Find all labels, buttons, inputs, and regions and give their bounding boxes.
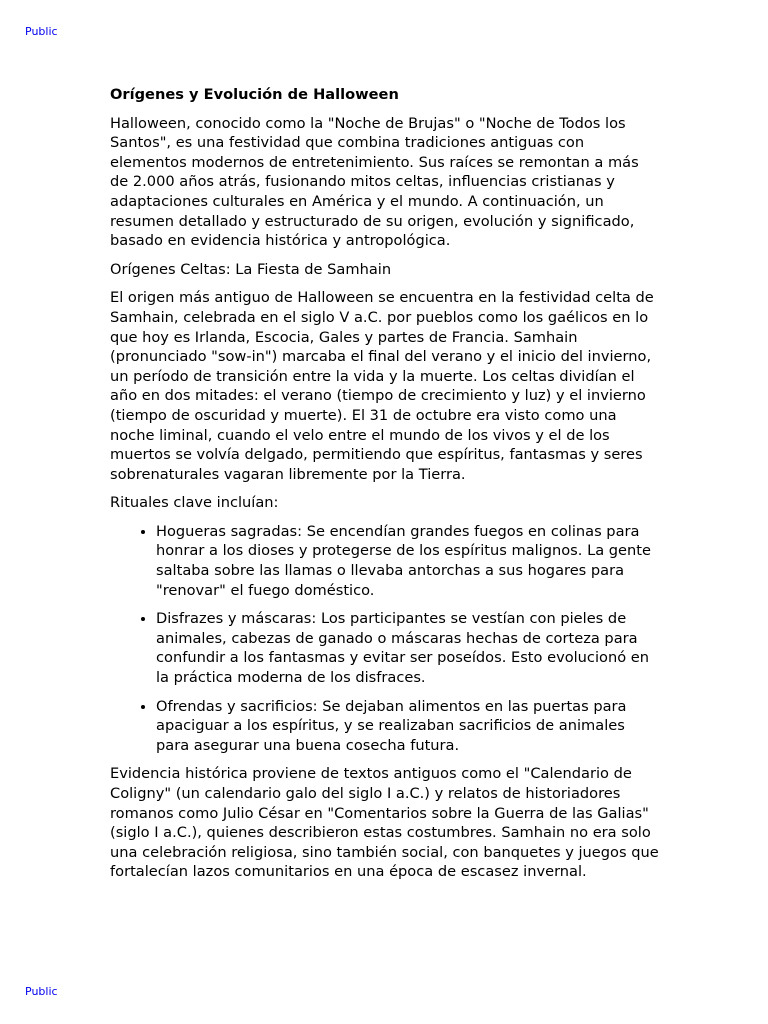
- intro-paragraph: Halloween, conocido como la "Noche de Brujas" o "Noche de Todos los Santos", es una festividad que combina tradiciones antiguas con elementos modernos de entretenimiento. Sus raíces se remontan a más de 2.000 años atrás, fusionando mitos celtas, influencias cristianas y adaptaciones culturales en América y el mundo. A continuación, un resumen detallado y estructurado de su origen, evolución y significado, basado en evidencia histórica y antropológica.: [110, 114, 639, 250]
- section-heading: Orígenes Celtas: La Fiesta de Samhain: [110, 260, 392, 278]
- ritual-item-bonfires: • Hogueras sagradas: Se encendían grandes fuegos en colinas para honrar a los dioses y protegerse de los espíritus malignos. La gente saltaba sobre las llamas o llevaba antorchas a sus hogares para "renovar" el fuego doméstico.: [156, 522, 660, 600]
- samhain-paragraph: El origen más antiguo de Halloween se encuentra en la festividad celta de Samhain, celebrada en el siglo V a.C. por pueblos como los gaélicos en lo que hoy es Irlanda, Escocia, Gales y partes de Francia. Samhain (pronunciado "sow-in") marcaba el final del verano y el inicio del invierno, un período de transición entre la vida y la muerte. Los celtas dividían el año en dos mitades: el verano (tiempo de crecimiento y luz) y el invierno (tiempo de oscuridad y muerte). El 31 de octubre era visto como una noche liminal, cuando el velo entre el mundo de los vivos y el de los muertos se volvía delgado, permitiendo que espíritus, fantasmas y seres sobrenaturales vagaran libremente por la Tierra.: [110, 289, 654, 483]
- classification-label-bottom: Public: [25, 985, 58, 998]
- document-body: [110, 85, 660, 891]
- document-title: Orígenes y Evolución de Halloween: [110, 86, 399, 103]
- classification-label-top: Public: [25, 25, 58, 38]
- ritual-item-offerings: • Ofrendas y sacrificios: Se dejaban alimentos en las puertas para apaciguar a los espíritus, y se realizaban sacrificios de animales para asegurar una buena cosecha futura.: [156, 697, 660, 756]
- rituals-list: [110, 522, 660, 756]
- evidence-paragraph: Evidencia histórica proviene de textos antiguos como el "Calendario de Coligny" (un calendario galo del siglo I a.C.) y relatos de historiadores romanos como Julio César en "Comentarios sobre la Guerra de las Galias" (siglo I a.C.), quienes describieron estas costumbres. Samhain no era solo una celebración religiosa, sino también social, con banquetes y juegos que fortalecían lazos comunitarios en una época de escasez invernal.: [110, 765, 659, 881]
- ritual-item-costumes: • Disfrazes y máscaras: Los participantes se vestían con pieles de animales, cabezas de ganado o máscaras hechas de corteza para confundir a los fantasmas y evitar ser poseídos. Esto evolucionó en la práctica moderna de los disfraces.: [156, 609, 660, 687]
- rituals-intro: Rituales clave incluían:: [110, 494, 279, 512]
